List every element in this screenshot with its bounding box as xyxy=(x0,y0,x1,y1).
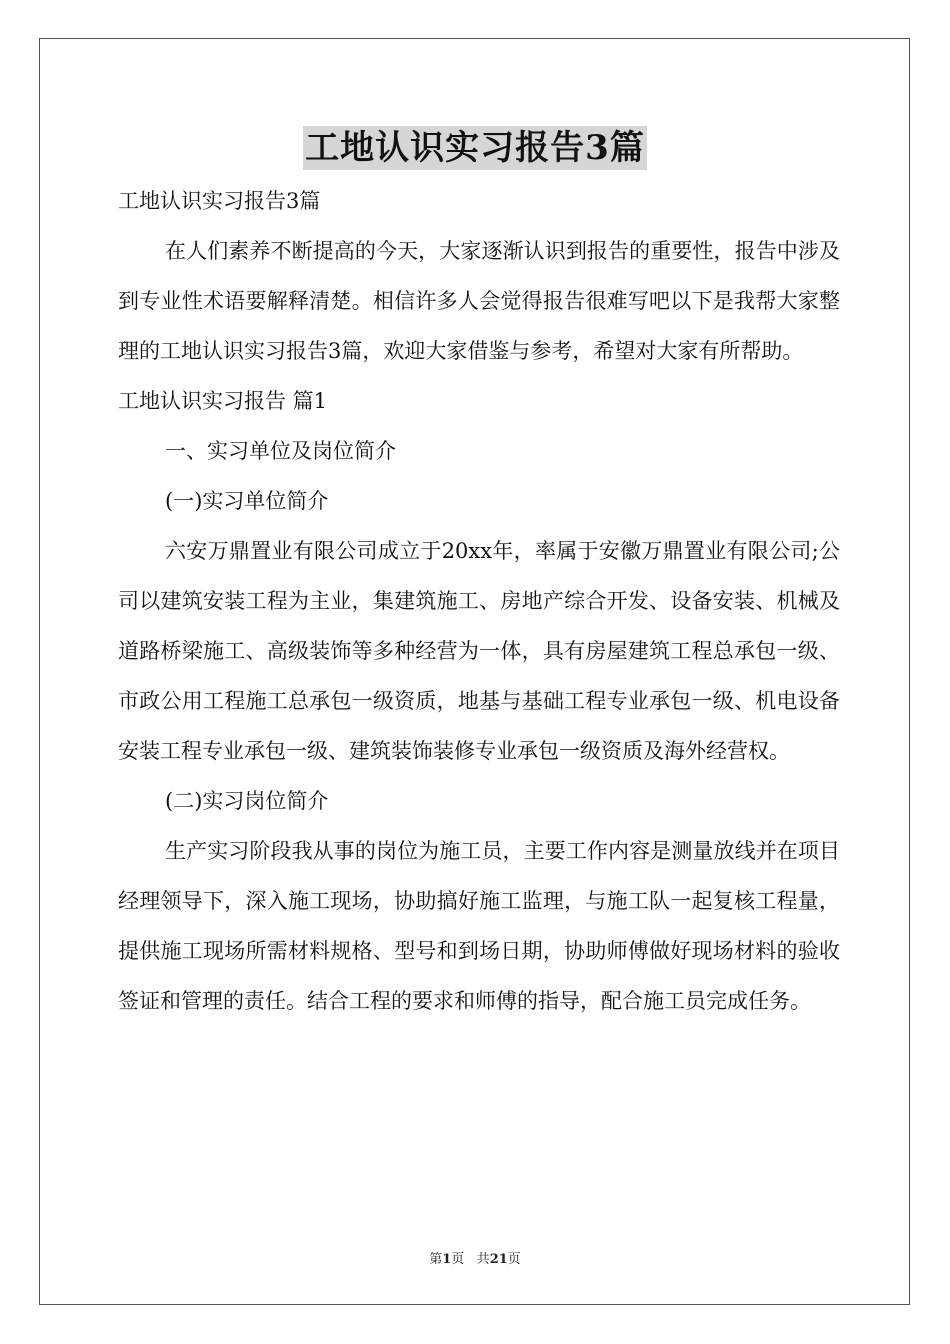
intro-paragraph: 在人们素养不断提高的今天，大家逐渐认识到报告的重要性，报告中涉及到专业性术语要解释清楚。相信许多人会觉得报告很难写吧以下是我帮大家整理的工地认识实习报告3篇，欢迎大家借鉴与参考，希望对大家有所帮助。 xyxy=(118,239,840,363)
part-heading: 工地认识实习报告 篇1 xyxy=(118,389,328,413)
total-prefix: 共 xyxy=(476,1252,490,1267)
title-container xyxy=(0,126,950,170)
subsection-heading-position: (二)实习岗位简介 xyxy=(165,789,329,813)
document-subtitle: 工地认识实习报告3篇 xyxy=(118,189,321,213)
document-title: 工地认识实习报告3篇 xyxy=(305,128,645,168)
company-intro-paragraph: 六安万鼎置业有限公司成立于20xx年，率属于安徽万鼎置业有限公司;公司以建筑安装工程为主业，集建筑施工、房地产综合开发、设备安装、机械及道路桥梁施工、高级装饰等多种经营为一体，具有房屋建筑工程总承包一级、市政公用工程施工总承包一级资质，地基与基础工程专业承包一级、机电设备安装工程专业承包一级、建筑装饰装修专业承包一级资质及海外经营权。 xyxy=(118,539,840,763)
total-suffix: 页 xyxy=(507,1252,521,1267)
page-suffix: 页 xyxy=(451,1252,465,1267)
position-intro-paragraph: 生产实习阶段我从事的岗位为施工员，主要工作内容是测量放线并在项目经理领导下，深入施工现场，协助搞好施工监理，与施工队一起复核工程量，提供施工现场所需材料规格、型号和到场日期，协助师傅做好现场材料的验收签证和管理的责任。结合工程的要求和师傅的指导，配合施工员完成任务。 xyxy=(118,839,840,1013)
subsection-heading-company: (一)实习单位简介 xyxy=(165,489,329,513)
document-body xyxy=(118,176,840,1026)
total-pages: 21 xyxy=(489,1252,508,1267)
page-number: 1 xyxy=(442,1252,452,1267)
page-footer xyxy=(0,1248,950,1267)
section-heading: 一、实习单位及岗位简介 xyxy=(165,439,396,463)
page-prefix: 第 xyxy=(429,1252,443,1267)
